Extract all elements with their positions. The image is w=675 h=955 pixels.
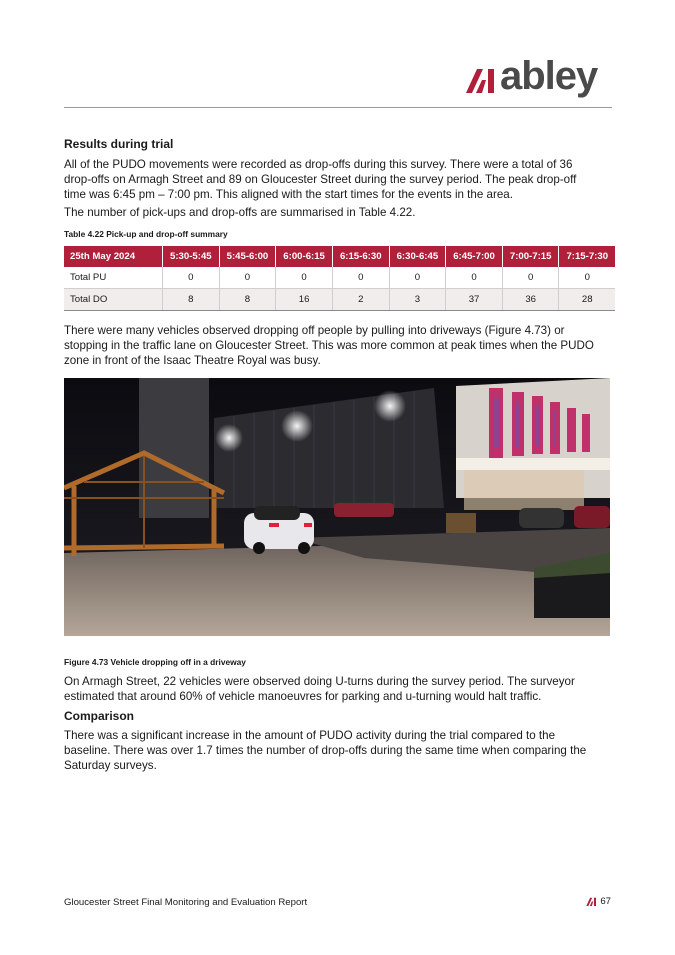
observation-line: stopping in the traffic lane on Gloucester Street. This was more common at peak times when the PUDO [64, 339, 594, 352]
comparison-line: Saturday surveys. [64, 759, 157, 772]
table-cell: 36 [502, 289, 559, 311]
table-header-cell: 7:00-7:15 [502, 246, 559, 267]
section-heading-comparison: Comparison [64, 709, 135, 723]
table-cell: 0 [276, 267, 333, 289]
table-cell: 0 [389, 267, 446, 289]
footer-report-title: Gloucester Street Final Monitoring and Evaluation Report [64, 897, 308, 908]
table-row [64, 289, 615, 311]
table-header-cell: 25th May 2024 [64, 246, 163, 267]
pickup-dropoff-table [64, 246, 615, 311]
page-number: 67 [600, 896, 611, 907]
section-heading-results: Results during trial [64, 137, 174, 151]
table-cell: 0 [219, 267, 276, 289]
table-header-cell: 5:30-5:45 [163, 246, 220, 267]
observation-line: There were many vehicles observed dropping off people by pulling into driveways (Figure 4.73) or [64, 324, 565, 337]
observation-paragraph [64, 323, 614, 368]
table-cell: Total DO [64, 289, 163, 311]
table-header-cell: 6:30-6:45 [389, 246, 446, 267]
table-cell: 0 [332, 267, 389, 289]
table-header-row [64, 246, 615, 267]
results-line: time was 6:45 pm – 7:00 pm. This aligned with the start times for the events in the area. [64, 188, 513, 201]
table-cell: 28 [559, 289, 615, 311]
table-cell: 0 [502, 267, 559, 289]
table-cell: 0 [163, 267, 220, 289]
uturns-line: estimated that around 60% of vehicle manoeuvres for parking and u-turning would halt traffic. [64, 690, 542, 703]
figure-photo [64, 378, 610, 636]
table-cell: 0 [559, 267, 615, 289]
abley-chevron-icon [586, 897, 597, 906]
night-street-photo [64, 378, 610, 636]
observation-line: zone in front of the Isaac Theatre Royal was busy. [64, 354, 321, 367]
table-header-cell: 7:15-7:30 [559, 246, 615, 267]
table-caption: Table 4.22 Pick-up and drop-off summary [64, 229, 228, 239]
table-row [64, 267, 615, 289]
logo-wordmark: abley [500, 54, 598, 98]
table-header-cell: 6:00-6:15 [276, 246, 333, 267]
header-divider [64, 107, 612, 108]
table-cell: 3 [389, 289, 446, 311]
table-header-cell: 6:45-7:00 [446, 246, 503, 267]
table-cell: 16 [276, 289, 333, 311]
table-header-cell: 5:45-6:00 [219, 246, 276, 267]
uturns-paragraph [64, 674, 614, 704]
table-cell: 2 [332, 289, 389, 311]
footer-page-number-group [586, 896, 611, 907]
table-intro-paragraph: The number of pick-ups and drop-offs are summarised in Table 4.22. [64, 206, 416, 219]
table-cell: 8 [163, 289, 220, 311]
abley-chevron-icon [466, 67, 496, 93]
results-line: All of the PUDO movements were recorded as drop-offs during this survey. There were a total of 36 [64, 158, 573, 171]
table-cell: 0 [446, 267, 503, 289]
table-cell: 8 [219, 289, 276, 311]
abley-logo [466, 56, 597, 96]
results-line: drop-offs on Armagh Street and 89 on Gloucester Street during the survey period. The peak drop-off [64, 173, 577, 186]
comparison-line: baseline. There was over 1.7 times the number of drop-offs during the same time when comparing the [64, 744, 587, 757]
comparison-line: There was a significant increase in the amount of PUDO activity during the trial compared to the [64, 729, 556, 742]
table-cell: 37 [446, 289, 503, 311]
table-cell: Total PU [64, 267, 163, 289]
figure-caption: Figure 4.73 Vehicle dropping off in a driveway [64, 657, 246, 667]
results-paragraph [64, 157, 614, 202]
comparison-paragraph [64, 728, 614, 773]
table-header-cell: 6:15-6:30 [332, 246, 389, 267]
uturns-line: On Armagh Street, 22 vehicles were observed doing U-turns during the survey period. The surveyor [64, 675, 575, 688]
